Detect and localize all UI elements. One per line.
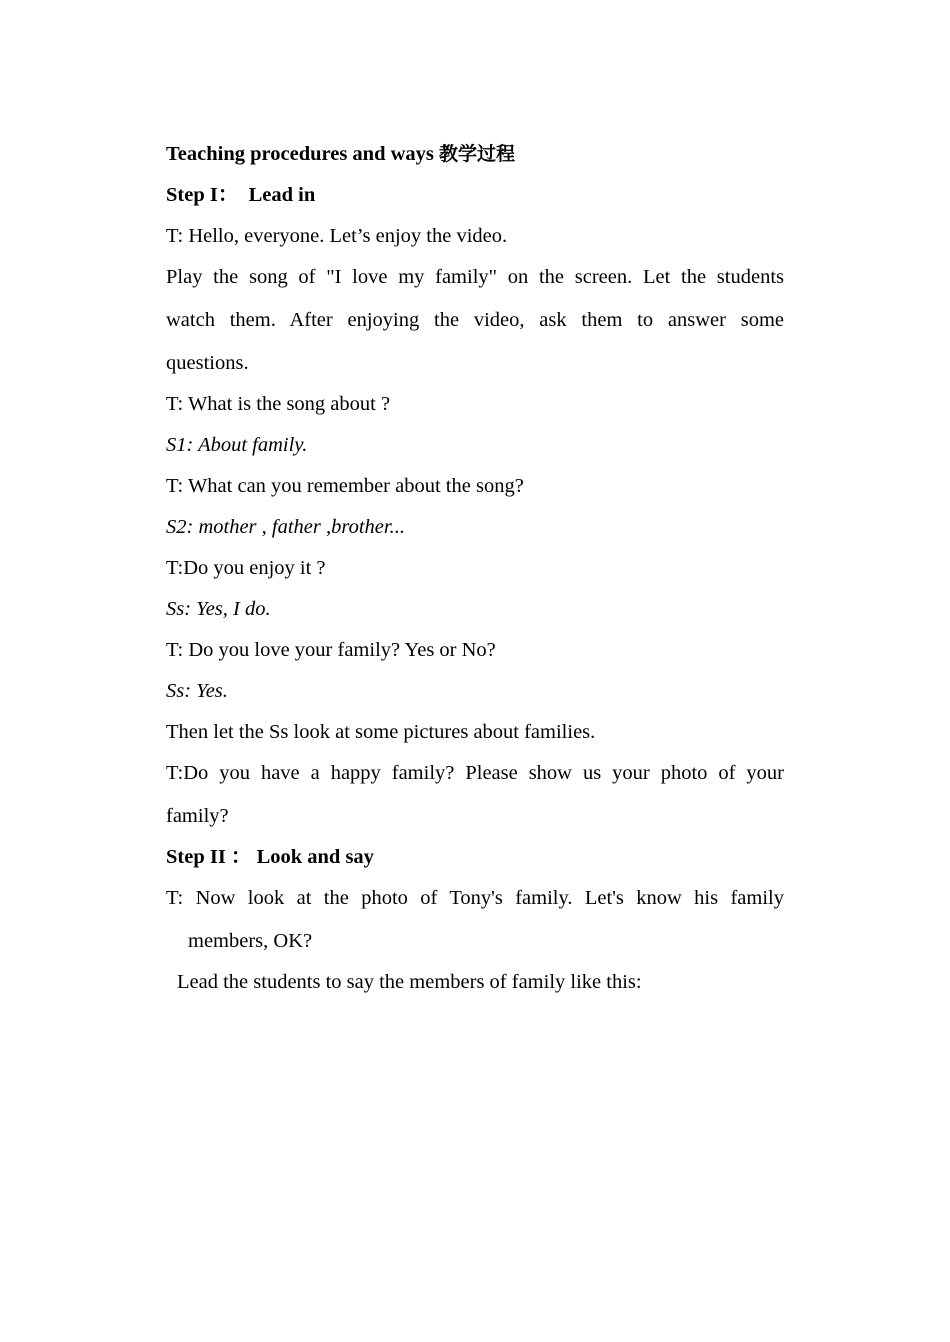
section-heading: [166, 142, 784, 166]
paragraph-line: Then let the Ss look at some pictures about families.: [166, 721, 596, 743]
teacher-line: T: Do you love your family? Yes or No?: [166, 639, 496, 661]
heading-cjk-text: 教学过程: [439, 143, 516, 165]
paragraph-line: members, OK?: [188, 930, 313, 952]
step-2-title: Look and say: [256, 846, 374, 868]
document-page: [166, 0, 784, 1342]
teacher-line: T:Do you enjoy it ?: [166, 557, 326, 579]
paragraph-line: watch them. After enjoying the video, ask them to answer some: [166, 309, 784, 331]
teacher-line: T:Do you have a happy family? Please show us your photo of your: [166, 762, 784, 784]
student-line: Ss: Yes.: [166, 680, 228, 702]
student-line: Ss: Yes, I do.: [166, 598, 271, 620]
student-line: S1: About family.: [166, 434, 308, 456]
teacher-line: T: What is the song about ?: [166, 393, 391, 415]
paragraph-line: questions.: [166, 352, 249, 374]
teacher-line: T: What can you remember about the song?: [166, 475, 524, 497]
step-2-label: Step II ：: [166, 846, 252, 868]
heading-text: Teaching procedures and ways: [166, 143, 434, 165]
teacher-line: T: Now look at the photo of Tony's family. Let's know his family: [166, 887, 784, 909]
step-1-heading: [166, 183, 784, 207]
paragraph-line: Play the song of "I love my family" on the screen. Let the students: [166, 266, 784, 288]
step-1-title: Lead in: [248, 184, 316, 206]
paragraph-line: T: Hello, everyone. Let’s enjoy the video.: [166, 225, 508, 247]
step-1-label: Step I：: [166, 184, 239, 206]
student-line: S2: mother , father ,brother...: [166, 516, 405, 538]
paragraph-line: Lead the students to say the members of family like this:: [177, 971, 642, 993]
step-2-heading: [166, 845, 784, 869]
paragraph-line: family?: [166, 805, 229, 827]
